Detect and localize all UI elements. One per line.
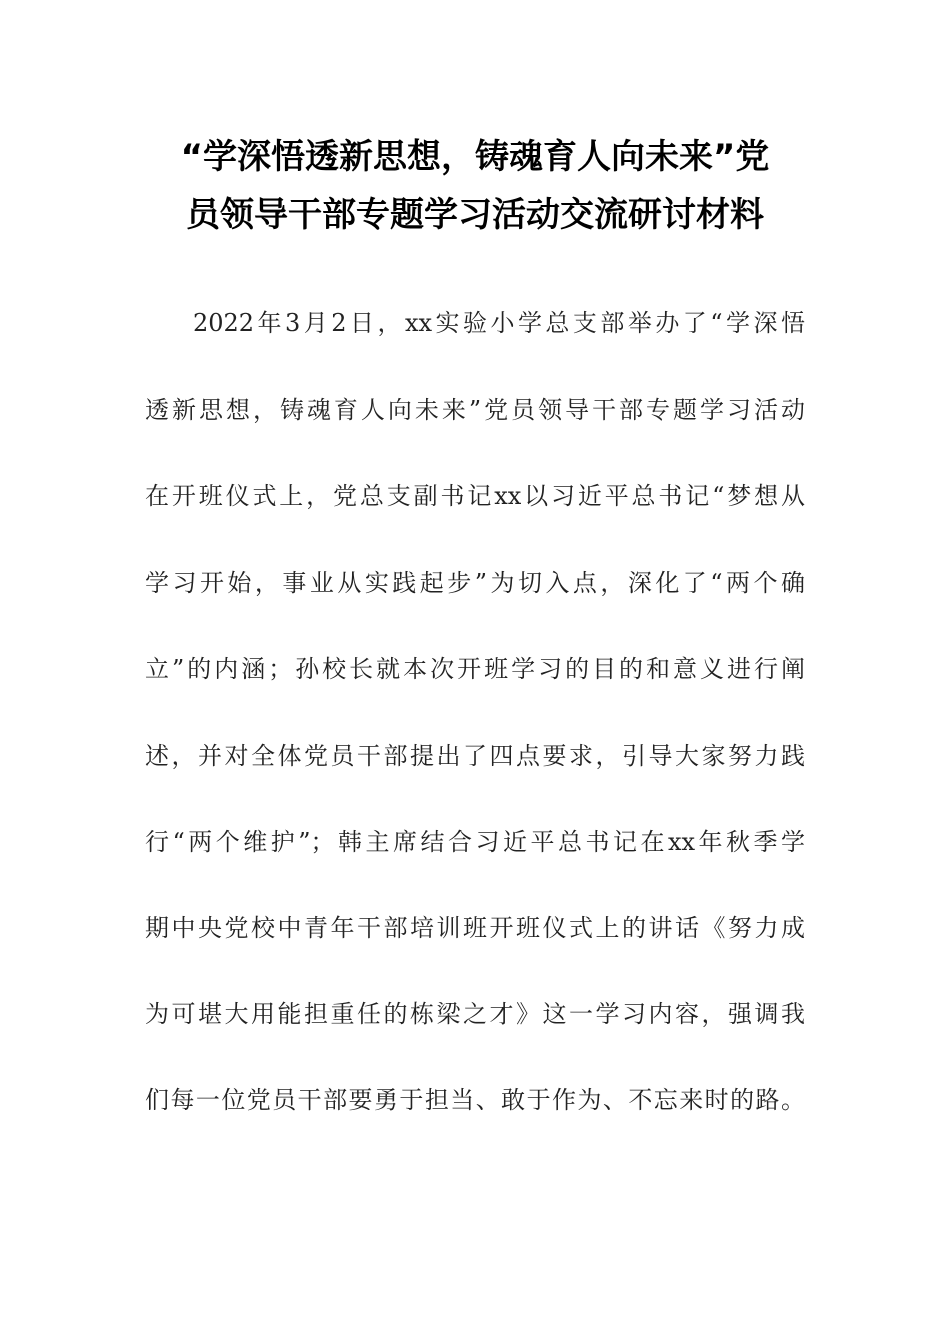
body-line-7: 行“两个维护”；韩主席结合习近平总书记在xx年秋季学	[145, 828, 805, 856]
body-line-5: 立”的内涵；孙校长就本次开班学习的目的和意义进行阐	[145, 655, 805, 683]
body-line-8: 期中央党校中青年干部培训班开班仪式上的讲话《努力成	[145, 914, 805, 942]
document-title-line-2: 员领导干部专题学习活动交流研讨材料	[186, 195, 764, 235]
body-line-3: 在开班仪式上，党总支副书记xx以习近平总书记“梦想从	[145, 482, 805, 510]
document-title-line-1: “学深悟透新思想，铸魂育人向未来”党	[180, 137, 770, 177]
body-line-10: 们每一位党员干部要勇于担当、敢于作为、不忘来时的路。	[145, 1086, 805, 1114]
body-line-1: 2022年3月2日，xx实验小学总支部举办了“学深悟	[193, 309, 805, 337]
body-line-9: 为可堪大用能担重任的栋梁之才》这一学习内容，强调我	[145, 1000, 805, 1028]
body-line-2: 透新思想，铸魂育人向未来”党员领导干部专题学习活动	[145, 396, 805, 424]
body-line-6: 述，并对全体党员干部提出了四点要求，引导大家努力践	[145, 742, 805, 770]
body-line-4: 学习开始，事业从实践起步”为切入点，深化了“两个确	[145, 569, 805, 597]
